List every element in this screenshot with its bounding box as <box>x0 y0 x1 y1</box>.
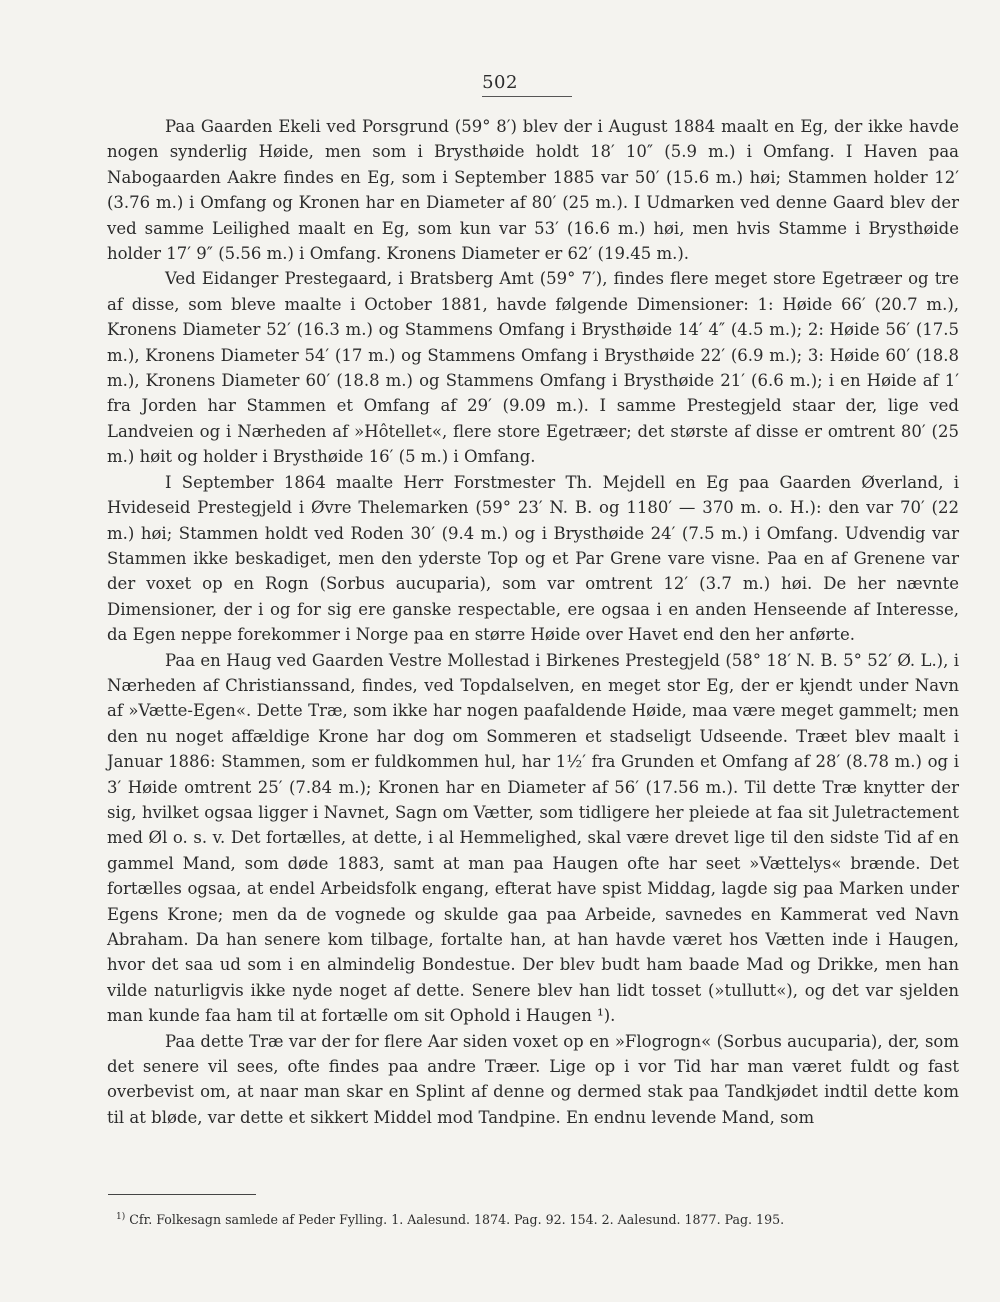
paragraph: Paa Gaarden Ekeli ved Porsgrund (59° 8′) blev der i August 1884 maalt en Eg, der ikke havde nogen synderlig Høide, men som i Brysthøide holdt 18′ 10″ (5.9 m.) i Omfang. I Haven paa Nabogaarden Aakre findes en Eg, som i September 1885 var 50′ (15.6 m.) høi; Stammen holder 12′ (3.76 m.) i Omfang og Kronen har en Diameter af 80′ (25 m.). I Udmarken ved denne Gaard blev der ved samme Leilighed maalt en Eg, som kun var 53′ (16.6 m.) høi, men hvis Stamme i Brysthøide holder 17′ 9″ (5.56 m.) i Omfang. Kronens Diameter er 62′ (19.45 m.). <box>107 117 959 264</box>
paragraph: Paa dette Træ var der for flere Aar siden voxet op en »Flogrogn« (Sorbus aucuparia), der, som det senere vil sees, ofte findes paa andre Træer. Lige op i vor Tid har man været fuldt og fast overbevist om, at naar man skar en Splint af denne og dermed stak paa Tandkjødet indtil dette kom til at bløde, var dette et sikkert Middel mod Tandpine. En endnu levende Mand, som <box>107 1031 959 1127</box>
paragraph: Ved Eidanger Prestegaard, i Bratsberg Amt (59° 7′), findes flere meget store Egetræer og tre af disse, som bleve maalte i October 1881, havde følgende Dimensioner: 1: Høide 66′ (20.7 m.), Kronens Diameter 52′ (16.3 m.) og Stammens Omfang i Brysthøide 14′ 4″ (4.5 m.); 2: Høide 56′ (17.5 m.), Kronens Diameter 54′ (17 m.) og Stammens Omfang i Brysthøide 22′ (6.9 m.); 3: Høide 60′ (18.8 m.), Kronens Diameter 60′ (18.8 m.) og Stammens Omfang i Brysthøide 21′ (6.6 m.); i en Høide af 1′ fra Jorden har Stammen et Omfang af 29′ (9.09 m.). I samme Prestegjeld staar der, lige ved Landveien og i Nærheden af »Hôtellet«, flere store Egetræer; det største af disse er omtrent 80′ (25 m.) høit og holder i Brysthøide 16′ (5 m.) i Omfang. <box>107 269 959 467</box>
footnote <box>116 1208 976 1229</box>
footnote-marker: 1) <box>116 1212 126 1222</box>
paragraph: I September 1864 maalte Herr Forstmester Th. Mejdell en Eg paa Gaarden Øverland, i Hvideseid Prestegjeld i Øvre Thelemarken (59° 23′ N. B. og 1180′ — 370 m. o. H.): den var 70′ (22 m.) høi; Stammen holdt ved Roden 30′ (9.4 m.) og i Brysthøide 24′ (7.5 m.) i Omfang. Udvendig var Stammen ikke beskadiget, men den yderste Top og et Par Grene vare visne. Paa en af Grenene var der voxet op en Rogn (Sorbus aucuparia), som var omtrent 12′ (3.7 m.) høi. De her nævnte Dimensioner, der i og for sig ere ganske respectable, ere ogsaa i en anden Henseende af Interesse, da Egen neppe forekommer i Norge paa en større Høide over Havet end den her anførte. <box>107 472 959 645</box>
paragraph: Paa en Haug ved Gaarden Vestre Mollestad i Birkenes Prestegjeld (58° 18′ N. B. 5° 52′ Ø. L.), i Nærheden af Christianssand, findes, ved Topdalselven, en meget stor Eg, der er kjendt under Navn af »Vætte-Egen«. Dette Træ, som ikke har nogen paafaldende Høide, maa være meget gammelt; men den nu noget affældige Krone har dog om Sommeren et stadseligt Udseende. Træet blev maalt i Januar 1886: Stammen, som er fuldkommen hul, har 1½′ fra Grunden et Omfang af 28′ (8.78 m.) og i 3′ Høide omtrent 25′ (7.84 m.); Kronen har en Diameter af 56′ (17.56 m.). Til dette Træ knytter der sig, hvilket ogsaa ligger i Navnet, Sagn om Vætter, som tidligere her pleiede at faa sit Juletractement med Øl o. s. v. Det fortælles, at dette, i al Hemmelighed, skal være drevet lige til den sidste Tid af en gammel Mand, som døde 1883, samt at man paa Haugen ofte har seet »Vættelys« brænde. Det fortælles ogsaa, at endel Arbeidsfolk engang, efterat have spist Middag, lagde sig paa Marken under Egens Krone; men da de vognede og skulde gaa paa Arbeide, savnedes en Kammerat ved Navn Abraham. Da han senere kom tilbage, fortalte han, at han havde været hos Vætten inde i Haugen, hvor det saa ud som i en almindelig Bondestue. Der blev budt ham baade Mad og Drikke, men han vilde naturligvis ikke nyde noget af dette. Senere blev han lidt tosset (»tullutt«), og det var sjelden man kunde faa ham til at fortælle om sit Ophold i Haugen ¹). <box>107 650 959 1026</box>
page-number-rule <box>482 96 572 97</box>
footnote-text: Cfr. Folkesagn samlede af Peder Fylling. 1. Aalesund. 1874. Pag. 92. 154. 2. Aalesund. 1877. Pag. 195. <box>129 1212 785 1227</box>
page-number: 502 <box>482 72 518 93</box>
footnote-rule <box>108 1194 256 1195</box>
body-text <box>107 114 959 1130</box>
